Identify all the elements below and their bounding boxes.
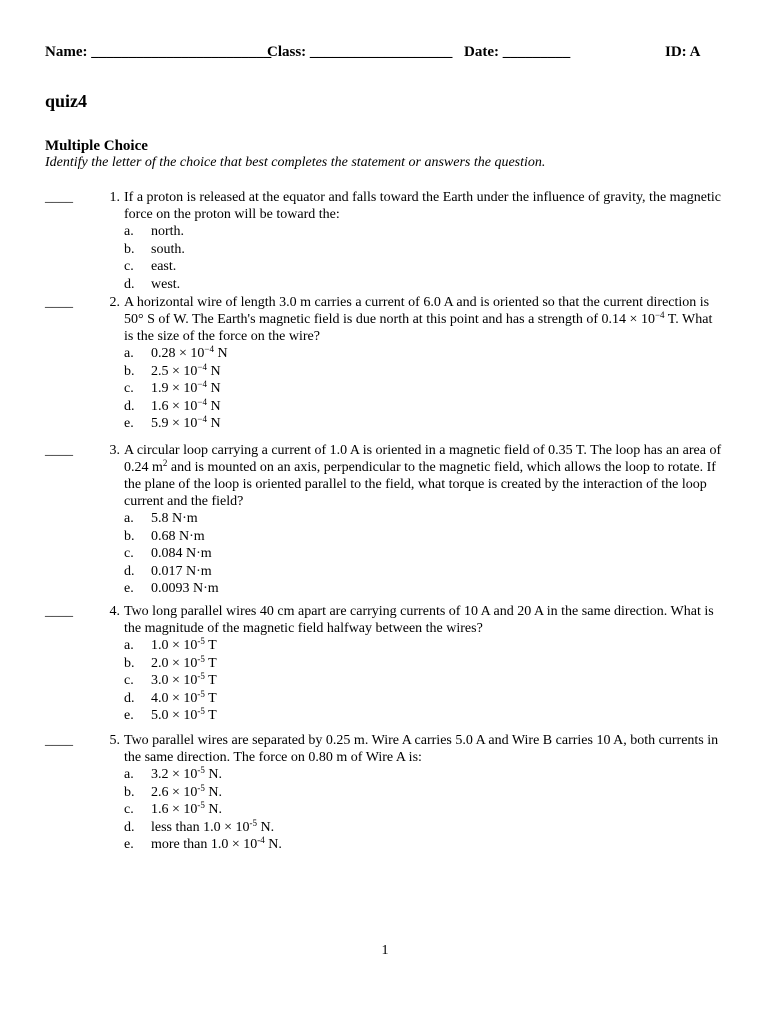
choice-letter: d. [124,276,135,292]
choice-b [124,241,725,259]
choice-text: $1.6 \times 10^{-4}$ N [151,396,221,414]
choice-d [124,690,725,708]
choice-text: less than $1.0 \times 10^{-5}$ N. [151,817,275,835]
choice-letter: d. [124,563,135,579]
choice-text: $0.28 \times 10^{-4}$ N [151,344,228,361]
choice-letter: e. [124,708,134,723]
name-field: Name: ________________________ [45,44,272,60]
choice-b [124,784,725,802]
choice-text: 0.017 N·m [151,563,212,579]
choice-text: $3.2 \times 10^{-5}$ N. [151,765,223,782]
choice-letter: d. [124,690,135,706]
question-number: 4. [109,604,120,619]
choice-b [124,363,725,381]
choice-d [124,563,725,581]
question-number: 1. [109,190,120,205]
choice-text: $1.6 \times 10^{-5}$ N. [151,800,223,817]
choice-c [124,801,725,819]
choice-a [124,223,725,241]
quiz-header [45,44,705,64]
section-title: Multiple Choice [45,138,148,154]
choice-letter: e. [124,416,134,431]
choice-letter: c. [124,673,134,688]
choice-letter: a. [124,224,134,239]
choice-letter: b. [124,528,135,544]
choice-c [124,380,725,398]
choice-a [124,345,725,363]
choice-text: 0.084 N·m [151,546,212,561]
choice-text: $2.0 \times 10^{-5}$ T [151,653,217,671]
choice-text: south. [151,241,185,257]
question-text: A horizontal wire of length 3.0 m carries a current of 6.0 A and is oriented so that the current direction is 50° S of W. The Earth's magnetic field is due north at this point and has a strength of $0.14 \times 10^{-4}$ T. What is the size of the force on the wire? [124,295,713,344]
choice-c [124,258,725,276]
choice-text: north. [151,224,185,239]
choice-b [124,655,725,673]
choice-letter: c. [124,259,134,274]
choice-letter: a. [124,638,134,653]
choice-letter: e. [124,837,134,852]
choice-e [124,580,725,598]
choice-letter: e. [124,581,134,596]
answer-blank: ____ [45,295,73,310]
question-text: A circular loop carrying a current of 1.0 A is oriented in a magnetic field of 0.35 T. The loop has an area of 0.24 $m^2$ and is mounted on an axis, perpendicular to the magnetic field, which allows the loop to rotate. If the plane of the loop is oriented parallel to the field, what torque is created by the interaction of the loop current and the field? [124,443,722,509]
choice-d [124,819,725,837]
choice-e [124,836,725,854]
choice-letter: d. [124,398,135,414]
choice-letter: d. [124,819,135,835]
answer-blank: ____ [45,443,73,458]
choice-b [124,528,725,546]
choice-text: $1.0 \times 10^{-5}$ T [151,636,217,653]
choice-a [124,637,725,655]
choice-a [124,766,725,784]
question-3 [45,442,725,598]
choice-letter: a. [124,511,134,526]
choice-letter: c. [124,381,134,396]
choice-text: $5.0 \times 10^{-5}$ T [151,706,217,723]
question-text: Two long parallel wires 40 cm apart are carrying currents of 10 A and 20 A in the same direction. What is the magnitude of the magnetic field halfway between the wires? [124,604,714,636]
date-field: Date: _________ [464,44,571,60]
question-1 [45,189,725,293]
quiz-title: quiz4 [45,91,88,111]
choice-text: west. [151,276,181,292]
page-number: 1 [381,943,389,958]
choice-d [124,398,725,416]
answer-blank: ____ [45,190,73,205]
choice-letter: c. [124,546,134,561]
choice-a [124,510,725,528]
section-instructions: Identify the letter of the choice that best completes the statement or answers the question. [45,155,546,170]
choice-letter: b. [124,363,135,379]
choice-text: 0.0093 N·m [151,581,219,596]
choice-text: $2.5 \times 10^{-4}$ N [151,361,221,379]
id-field: ID: A [665,44,701,60]
question-number: 5. [109,733,120,748]
choice-letter: a. [124,767,134,782]
choice-text: $5.9 \times 10^{-4}$ N [151,414,221,431]
choice-text: $1.9 \times 10^{-4}$ N [151,379,221,396]
choice-text: more than $1.0 \times 10^{-4}$ N. [151,835,282,852]
choice-text: 0.68 N·m [151,528,205,544]
choice-e [124,415,725,433]
choice-d [124,276,725,294]
class-field: Class: ___________________ [267,44,453,60]
choice-text: $4.0 \times 10^{-5}$ T [151,688,217,706]
choice-text: east. [151,259,177,274]
question-number: 2. [109,295,120,310]
question-number: 3. [109,443,120,458]
choice-letter: b. [124,241,135,257]
choice-e [124,707,725,725]
question-2 [45,294,725,433]
answer-blank: ____ [45,733,73,748]
question-text: If a proton is released at the equator and falls toward the Earth under the influence of gravity, the magnetic force on the proton will be toward the: [124,190,721,222]
question-5 [45,732,725,854]
choice-letter: b. [124,655,135,671]
choice-text: $3.0 \times 10^{-5}$ T [151,671,217,688]
choice-c [124,545,725,563]
choice-c [124,672,725,690]
answer-blank: ____ [45,604,73,619]
question-4 [45,603,725,725]
choice-text: $2.6 \times 10^{-5}$ N. [151,782,223,800]
choice-letter: a. [124,346,134,361]
choice-letter: b. [124,784,135,800]
choice-letter: c. [124,802,134,817]
choice-text: 5.8 N·m [151,511,198,526]
question-text: Two parallel wires are separated by 0.25 m. Wire A carries 5.0 A and Wire B carries 10 A, both currents in the same direction. The force on 0.80 m of Wire A is: [124,733,719,765]
